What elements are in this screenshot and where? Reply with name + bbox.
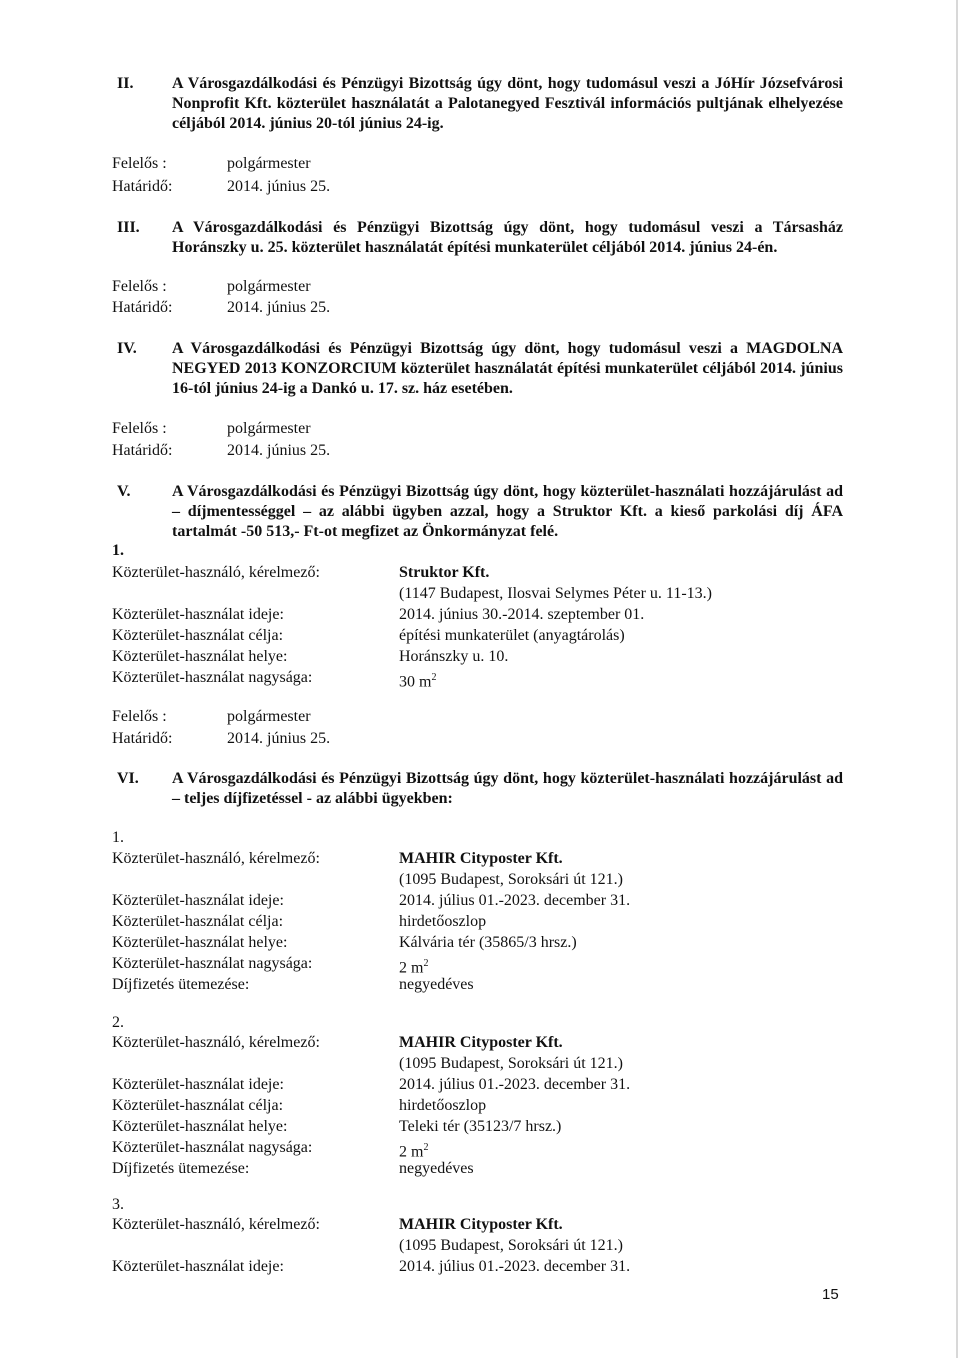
felelos-value: polgármester bbox=[227, 708, 311, 725]
row-label: Közterület-használat célja: bbox=[112, 913, 284, 930]
row-label: Közterület-használat helye: bbox=[112, 934, 288, 951]
row-value: hirdetőoszlop bbox=[399, 1097, 487, 1114]
row-value: építési munkaterület (anyagtárolás) bbox=[399, 627, 625, 644]
row-label: Közterület-használat célja: bbox=[112, 1097, 284, 1114]
row-value: negyedéves bbox=[399, 976, 474, 993]
row-value-text: 2 m bbox=[399, 1143, 424, 1161]
section-numeral: V. bbox=[117, 483, 131, 500]
item-number: 1. bbox=[112, 542, 124, 559]
section-numeral: VI. bbox=[117, 770, 139, 787]
row-value: MAHIR Cityposter Kft. bbox=[399, 1216, 563, 1233]
row-label: Közterület-használó, kérelmező: bbox=[112, 564, 320, 581]
row-label: Díjfizetés ütemezése: bbox=[112, 976, 250, 993]
page-number: 15 bbox=[822, 1286, 839, 1303]
row-label: Közterület-használat helye: bbox=[112, 648, 288, 665]
hatarido-value: 2014. június 25. bbox=[227, 730, 331, 747]
row-value: Kálvária tér (35865/3 hrsz.) bbox=[399, 934, 577, 951]
hatarido-label: Határidő: bbox=[112, 442, 173, 459]
superscript: 2 bbox=[423, 1142, 429, 1153]
row-label: Közterület-használat ideje: bbox=[112, 892, 284, 909]
row-value: Teleki tér (35123/7 hrsz.) bbox=[399, 1118, 562, 1135]
section-text: A Városgazdálkodási és Pénzügyi Bizottság úgy dönt, hogy tudomásul veszi a MAGDOLNA NEGYED 2013 KONZORCIUM közterület használatát építési munkaterület céljából 2014. június 16-tól június 24-ig a Dankó u. 17. sz. ház esetében. bbox=[172, 340, 843, 397]
section-text: A Városgazdálkodási és Pénzügyi Bizottság úgy dönt, hogy közterület-használati hozzájárulást ad – teljes díjfizetéssel - az alábbi ügyekben: bbox=[172, 770, 843, 807]
section-numeral: III. bbox=[117, 219, 140, 236]
section-numeral: II. bbox=[117, 75, 134, 92]
row-label: Közterület-használat ideje: bbox=[112, 606, 284, 623]
row-value: 2014. július 01.-2023. december 31. bbox=[399, 1076, 631, 1093]
hatarido-label: Határidő: bbox=[112, 299, 173, 316]
felelos-label: Felelős : bbox=[112, 278, 167, 295]
row-value bbox=[399, 668, 436, 692]
row-value: hirdetőoszlop bbox=[399, 913, 487, 930]
hatarido-label: Határidő: bbox=[112, 178, 173, 195]
row-label: Közterület-használat nagysága: bbox=[112, 955, 313, 972]
row-value: 2014. július 01.-2023. december 31. bbox=[399, 1258, 631, 1275]
row-label: Közterület-használat helye: bbox=[112, 1118, 288, 1135]
hatarido-label: Határidő: bbox=[112, 730, 173, 747]
row-value: Struktor Kft. bbox=[399, 564, 490, 581]
row-label: Közterület-használat nagysága: bbox=[112, 669, 313, 686]
row-label: Közterület-használat ideje: bbox=[112, 1076, 284, 1093]
row-label: Közterület-használó, kérelmező: bbox=[112, 1034, 320, 1051]
row-label: Közterület-használat ideje: bbox=[112, 1258, 284, 1275]
hatarido-value: 2014. június 25. bbox=[227, 178, 331, 195]
row-value: 2014. július 01.-2023. december 31. bbox=[399, 892, 631, 909]
row-label: Díjfizetés ütemezése: bbox=[112, 1160, 250, 1177]
superscript: 2 bbox=[431, 672, 437, 683]
felelos-label: Felelős : bbox=[112, 708, 167, 725]
felelos-value: polgármester bbox=[227, 155, 311, 172]
superscript: 2 bbox=[423, 958, 429, 969]
felelos-label: Felelős : bbox=[112, 420, 167, 437]
row-value: (1095 Budapest, Soroksári út 121.) bbox=[399, 1055, 623, 1072]
section-text: A Városgazdálkodási és Pénzügyi Bizottság úgy dönt, hogy közterület-használati hozzájárulást ad – díjmentességgel – az alábbi ügyben azzal, hogy a Struktor Kft. a kieső parkolási díj ÁFA tartalmát -50 513,- Ft-ot megfizet az Önkormányzat felé. bbox=[172, 483, 843, 540]
row-value: negyedéves bbox=[399, 1160, 474, 1177]
row-value: (1147 Budapest, Ilosvai Selymes Péter u. 11-13.) bbox=[399, 585, 712, 602]
section-text: A Városgazdálkodási és Pénzügyi Bizottság úgy dönt, hogy tudomásul veszi a JóHír Józsefvárosi Nonprofit Kft. közterület használatát a Palotanegyed Fesztivál információs pultjának elhelyezése céljából 2014. június 20-tól június 24-ig. bbox=[172, 75, 843, 132]
row-value: (1095 Budapest, Soroksári út 121.) bbox=[399, 871, 623, 888]
row-value: MAHIR Cityposter Kft. bbox=[399, 1034, 563, 1051]
item-number: 1. bbox=[112, 829, 124, 846]
row-label: Közterület-használó, kérelmező: bbox=[112, 850, 320, 867]
hatarido-value: 2014. június 25. bbox=[227, 442, 331, 459]
row-value: (1095 Budapest, Soroksári út 121.) bbox=[399, 1237, 623, 1254]
row-label: Közterület-használat nagysága: bbox=[112, 1139, 313, 1156]
row-label: Közterület-használó, kérelmező: bbox=[112, 1216, 320, 1233]
row-label: Közterület-használat célja: bbox=[112, 627, 284, 644]
item-number: 2. bbox=[112, 1014, 124, 1031]
hatarido-value: 2014. június 25. bbox=[227, 299, 331, 316]
row-value-text: 2 m bbox=[399, 959, 424, 977]
section-numeral: IV. bbox=[117, 340, 137, 357]
row-value: 2014. június 30.-2014. szeptember 01. bbox=[399, 606, 645, 623]
row-value: MAHIR Cityposter Kft. bbox=[399, 850, 563, 867]
row-value-text: 30 m bbox=[399, 673, 432, 691]
felelos-value: polgármester bbox=[227, 278, 311, 295]
section-text: A Városgazdálkodási és Pénzügyi Bizottság úgy dönt, hogy tudomásul veszi a Társasház Horánszky u. 25. közterület használatát építési munkaterület céljából 2014. június 24-én. bbox=[172, 219, 843, 256]
row-value: Horánszky u. 10. bbox=[399, 648, 509, 665]
item-number: 3. bbox=[112, 1196, 124, 1213]
felelos-value: polgármester bbox=[227, 420, 311, 437]
felelos-label: Felelős : bbox=[112, 155, 167, 172]
